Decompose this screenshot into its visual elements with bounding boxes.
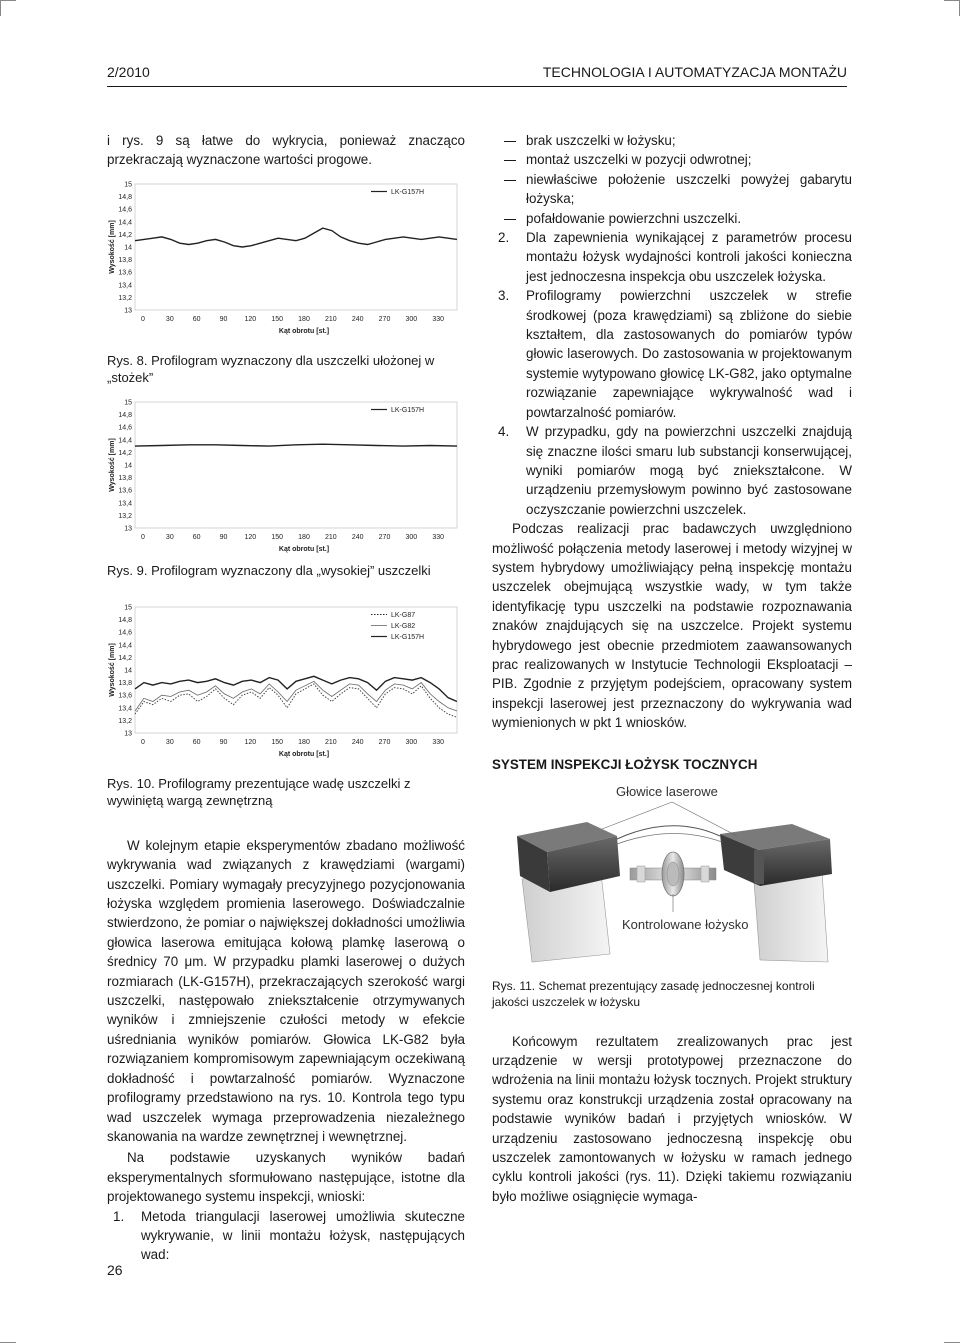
y-axis-label: Wysokość [mm] [109,438,116,492]
x-tick-label: 300 [405,738,418,746]
y-tick-label: 13,4 [118,705,132,713]
list-text: Profilogramy powierzchni uszczelek w strefie środkowej (poza krawędziami) są zbliżone do siebie kształtem, dla zastosowanych do pomiarów typów głowic laserowych. Do zastosowania w projektowanym systemie wytypowano głowicę LK-G82, jako optymalne rozwiązanie zapewniające wykrywalność wad i powtarzalność pomiarów. [526,288,852,420]
body-paragraph-3: Podczas realizacji prac badawczych uwzględniono możliwość połączenia metody laserowej i metody wizyjnej w system hybrydowy umożliwiający pełną inspekcję montażu uszczelek obejmującą wszystkie wady, w tym także identyfikację typu uszczelki na podstawie rozpoznawania znaków znajdujących się na uszczelce. Projekt systemu hybrydowego jest obecnie przedmiotem zaawansowanych prac realizowanych w Instytucie Technologii Eksploatacji – PIB. Zgodnie z przyjętym podejściem, opracowany system inspekcji laserowej jest przeznaczony do wykrywania wad wymienionych w pkt 1 wniosków. [492,521,852,731]
list-item [107,1207,465,1265]
y-tick-label: 15 [124,604,132,612]
body-paragraph-4: Końcowym rezultatem zrealizowanych prac jest urządzenie w wersji prototypowej przeznaczone do wdrożenia na linii montażu łożysk tocznych. Projekt struktury systemu oraz konstrukcji urządzenia został opracowany na podstawie wyników badań i przyjętych wniosków. W urządzeniu zastosowano jednoczesną inspekcję obu uszczelek zamontowanych w łożysku w ramach jednego cyklu kontroli jakości (rys. 11). Dzięki takiemu rozwiązaniu było możliwe osiągnięcie wymaga- [492,1033,852,1204]
y-tick-label: 14,6 [118,629,132,637]
y-tick-label: 14 [124,244,132,252]
x-tick-label: 270 [378,315,391,323]
figure-8-chart [107,178,467,338]
crop-mark [0,0,1,16]
x-tick-label: 180 [298,738,310,746]
y-tick-label: 13,8 [118,474,132,482]
legend-label: LK-G87 [391,611,416,619]
figure-9-caption: Rys. 9. Profilogram wyznaczony dla „wysokiej” uszczelki [107,562,431,578]
x-tick-label: 180 [298,533,310,541]
bearing-inspection-illustration [492,784,852,964]
series-line [135,684,457,717]
y-tick-label: 14 [124,667,132,675]
x-tick-label: 150 [271,315,284,323]
header-rule [107,86,847,87]
y-tick-label: 14,4 [118,642,132,650]
x-tick-label: 270 [378,533,391,541]
x-tick-label: 240 [351,533,364,541]
y-tick-label: 14,8 [118,193,132,201]
y-tick-label: 14,6 [118,206,132,214]
issue-number: 2/2010 [107,64,150,80]
y-tick-label: 13,6 [118,487,132,495]
x-tick-label: 60 [192,533,201,541]
y-tick-label: 13,8 [118,256,132,264]
series-line [135,681,457,711]
figure-8-caption: Rys. 8. Profilogram wyznaczony dla uszczelki ułożonej w „stożek” [107,352,435,385]
legend-label: LK-G157H [391,188,425,196]
y-tick-label: 14,4 [118,219,132,227]
list-text: Dla zapewnienia wynikającej z parametrów procesu montażu łożysk wydajności kontroli jakości konieczna jest jednoczesna inspekcja obu uszczelek łożyska. [526,230,852,284]
journal-title: TECHNOLOGIA I AUTOMATYZACJA MONTAŻU [542,64,847,80]
y-tick-label: 14,4 [118,437,132,445]
x-tick-label: 30 [165,533,174,541]
x-tick-label: 330 [432,738,445,746]
x-tick-label: 240 [351,738,364,746]
right-stand [754,872,828,962]
x-tick-label: 210 [324,315,337,323]
x-tick-label: 120 [244,533,257,541]
list-text: Metoda triangulacji laserowej umożliwia skuteczne wykrywanie, w linii montażu łożysk, następujących wad: [141,1208,465,1263]
x-tick-label: 60 [192,738,201,746]
body-paragraph-1: W kolejnym etapie eksperymentów zbadano możliwość wykrywania wad związanych z krawędziami (wargami) uszczelki. Pomiary wymagały precyzyjnego pozycjonowania łożyska względem promienia laserowego. Doświadczalnie stwierdzono, że pomiar o największej dokładności umożliwia głowica laserowa emitująca kołową plamkę laserową o średnicy 70 μm. W przypadku plamki laserowej o dużych rozmiarach (LK-G157H), przekraczających szerokość wargi uszczelki, następowało zniekształcenie otrzymywanych wyników i zmniejszenie czułości metody w efekcie uśredniania wyników pomiarów. Głowica LK-G82 była rozwiązaniem kompromisowym zapewniającym oczekiwaną dokładność i powtarzalność pomiarów. Wyznaczone profilogramy przedstawiono na rys. 10. Kontrola tego typu wad uszczelek wymaga przeprowadzenia niezależnego skanowania na wardze zewnętrznej i wewnętrznej. [107,837,465,1144]
x-axis-label: Kąt obrotu [st.] [278,327,330,335]
x-tick-label: 330 [432,315,445,323]
figure-9-chart [107,396,467,556]
y-tick-label: 13,2 [118,512,132,520]
defects-list [492,131,852,228]
x-tick-label: 0 [141,533,145,541]
x-tick-label: 240 [351,315,364,323]
list-number: 3. [498,288,510,304]
y-tick-label: 14,8 [118,411,132,419]
pointer-line [602,802,672,829]
body-paragraph-2: Na podstawie uzyskanych wyników badań eksperymentalnych sformułowano następujące, istotne dla projektowanego systemu inspekcji, wnioski: [107,1150,465,1205]
conclusions-list [492,228,852,519]
figure-10-caption: Rys. 10. Profilogramy prezentujące wadę uszczelki z wywiniętą wargą zewnętrzną [107,775,411,808]
figure-10-chart [107,601,467,761]
series-line [135,444,457,446]
y-tick-label: 15 [124,399,132,407]
y-tick-label: 14,2 [118,231,132,239]
figure-11-caption: Rys. 11. Schemat prezentujący zasadę jednoczesnej kontroli jakości uszczelek w łożysku [492,978,815,1009]
list-item: brak uszczelki w łożysku; [492,131,852,150]
x-axis-label: Kąt obrotu [st.] [278,750,330,758]
photo-label-bottom: Kontrolowane łożysko [622,916,749,932]
y-tick-label: 13,8 [118,679,132,687]
y-tick-label: 13,4 [118,282,132,290]
list-item [492,286,852,422]
y-tick-label: 13 [124,730,132,738]
legend-label: LK-G157H [391,406,425,414]
right-column [492,131,852,1206]
x-tick-label: 30 [165,315,174,323]
x-tick-label: 120 [244,738,257,746]
y-tick-label: 14,2 [118,654,132,662]
x-tick-label: 90 [219,738,228,746]
x-tick-label: 180 [298,315,310,323]
section-title: SYSTEM INSPEKCJI ŁOŻYSK TOCZNYCH [492,756,758,772]
y-tick-label: 14,8 [118,616,132,624]
x-tick-label: 0 [141,738,145,746]
y-axis-label: Wysokość [mm] [109,220,116,274]
y-tick-label: 15 [124,181,132,189]
x-tick-label: 120 [244,315,257,323]
y-tick-label: 13 [124,307,132,315]
y-tick-label: 13,6 [118,692,132,700]
legend-label: LK-G82 [391,622,416,630]
list-item: pofałdowanie powierzchni uszczelki. [492,209,852,228]
x-tick-label: 300 [405,315,418,323]
list-number: 1. [113,1208,125,1224]
y-tick-label: 13,4 [118,500,132,508]
list-item: niewłaściwe położenie uszczelki powyżej gabarytu łożyska; [492,170,852,209]
pointer-line [672,802,737,836]
x-tick-label: 210 [324,738,337,746]
page-number: 26 [107,1262,123,1278]
list-text: W przypadku, gdy na powierzchni uszczelki znajdują się znaczne ilości smaru lub substancji konserwującej, wyniki pomiarów mogą być zniekształcone. W urządzeniu przemysłowym powinno być zastosowane oczyszczanie powierzchni uszczelek. [526,424,852,517]
figure-11-photo [492,784,852,964]
plot-frame [135,402,457,528]
list-number: 4. [498,424,510,440]
photo-label-top: Głowice laserowe [616,783,718,799]
series-line [135,676,457,701]
y-axis-label: Wysokość [mm] [109,643,116,697]
x-tick-label: 30 [165,738,174,746]
y-tick-label: 13,6 [118,269,132,277]
plot-frame [135,184,457,310]
y-tick-label: 13 [124,525,132,533]
y-tick-label: 13,2 [118,294,132,302]
y-tick-label: 13,2 [118,717,132,725]
crop-mark [944,0,960,1]
left-column [107,131,465,1265]
x-tick-label: 90 [219,533,228,541]
conclusions-list-start [107,1207,465,1265]
crop-mark [0,0,16,1]
series-line [135,228,457,247]
x-tick-label: 0 [141,315,145,323]
x-tick-label: 210 [324,533,337,541]
x-tick-label: 270 [378,738,391,746]
legend-label: LK-G157H [391,633,425,641]
x-tick-label: 150 [271,533,284,541]
intro-paragraph: i rys. 9 są łatwe do wykrycia, ponieważ znacząco przekraczają wyznaczone wartości progowe. [107,133,465,168]
x-tick-label: 150 [271,738,284,746]
x-tick-label: 330 [432,533,445,541]
x-tick-label: 60 [192,315,201,323]
y-tick-label: 14 [124,462,132,470]
y-tick-label: 14,2 [118,449,132,457]
list-number: 2. [498,230,510,246]
x-axis-label: Kąt obrotu [st.] [278,545,330,553]
list-item: montaż uszczelki w pozycji odwrotnej; [492,150,852,169]
y-tick-label: 14,6 [118,424,132,432]
x-tick-label: 300 [405,533,418,541]
x-tick-label: 90 [219,315,228,323]
list-item [492,422,852,519]
list-item [492,228,852,286]
